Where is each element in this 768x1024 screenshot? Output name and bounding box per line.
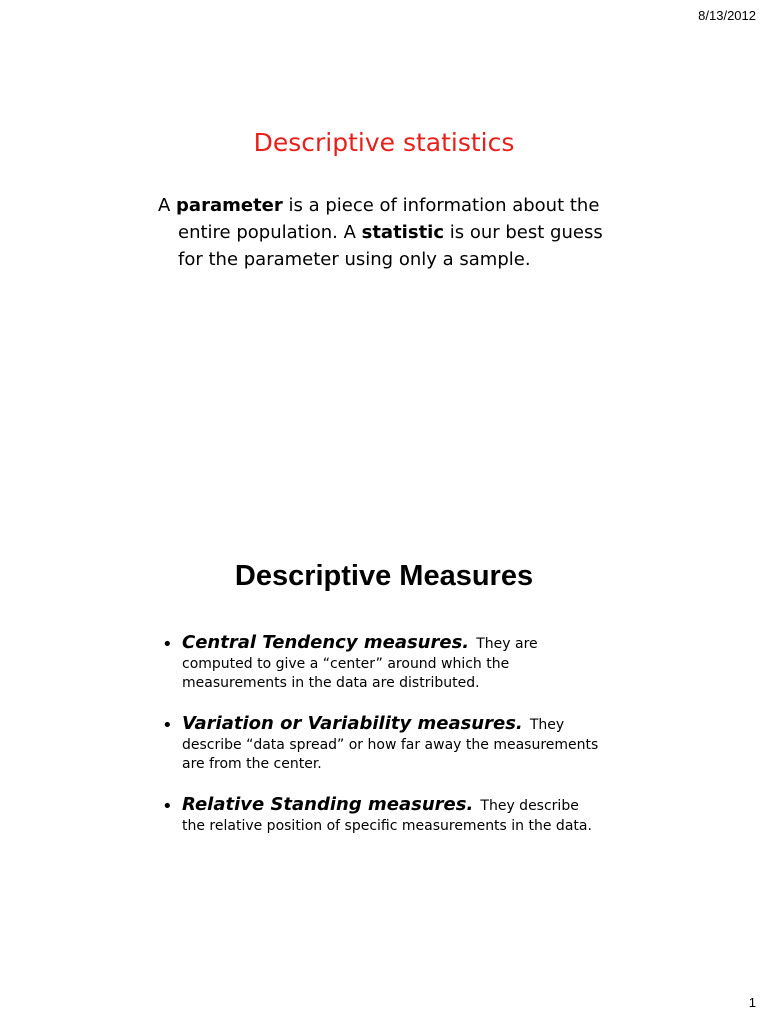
slide1-title: Descriptive statistics	[253, 128, 515, 157]
body-part1: A	[158, 195, 177, 216]
bullet-punct: .	[515, 713, 523, 734]
bullet-icon: •	[162, 634, 173, 655]
bullet-description: describe “data spread” or how far away the measurements are from the center.	[182, 737, 599, 772]
bullet-icon: •	[162, 796, 173, 817]
bullet-tail: They describe	[480, 798, 579, 814]
date-stamp: 8/13/2012	[698, 8, 756, 23]
slide1-body	[158, 192, 618, 273]
bullet-heading: Variation or Variability measures	[182, 713, 516, 734]
body-part2: is a piece of information about the entire population. A	[178, 195, 600, 243]
bullet-punct: .	[462, 632, 470, 653]
bullet-punct: .	[466, 794, 474, 815]
measures-list	[162, 632, 602, 856]
term-statistic: statistic	[361, 222, 445, 243]
bullet-variability	[162, 713, 602, 774]
bullet-description: computed to give a “center” around which the measurements in the data are distributed.	[182, 656, 510, 691]
bullet-relative-standing	[162, 794, 602, 836]
bullet-tail: They	[529, 717, 565, 733]
bullet-icon: •	[162, 715, 173, 736]
slide1-paragraph	[158, 192, 618, 273]
bullet-tail: They are	[476, 636, 538, 652]
page-number: 1	[748, 995, 756, 1010]
body-part3: is our best guess for the parameter using only a sample.	[178, 222, 603, 270]
bullet-heading: Central Tendency measures	[182, 632, 463, 653]
term-parameter: parameter	[176, 195, 283, 216]
slide2-title: Descriptive Measures	[234, 560, 534, 592]
bullet-heading: Relative Standing measures	[182, 794, 467, 815]
bullet-description: the relative position of specific measurements in the data.	[182, 818, 592, 834]
bullet-central-tendency	[162, 632, 602, 693]
